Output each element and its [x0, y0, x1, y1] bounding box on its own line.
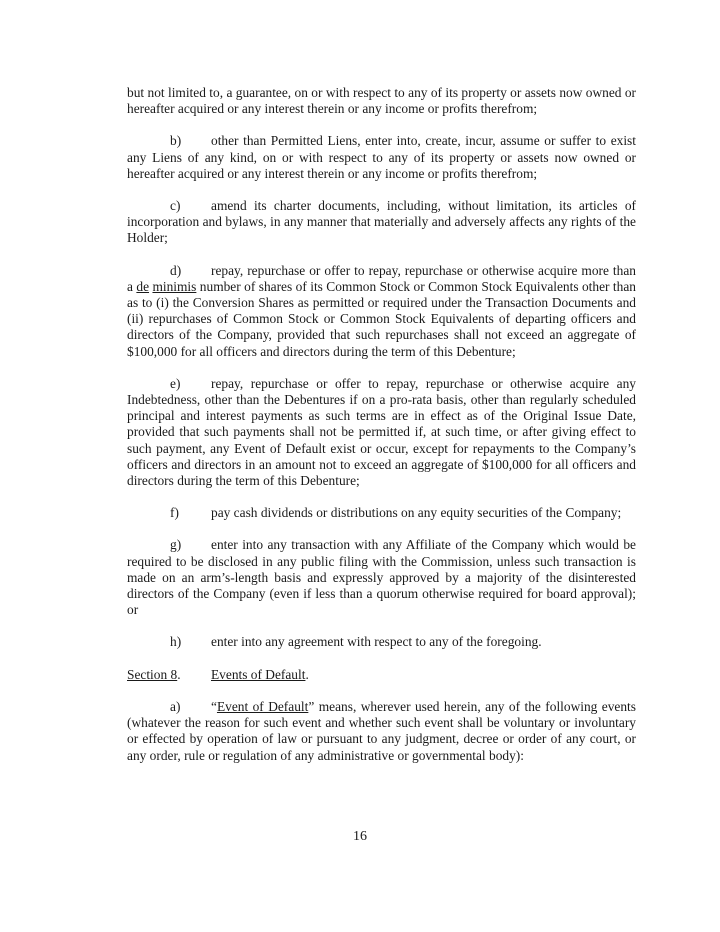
- clause-text: repay, repurchase or offer to repay, repurchase or otherwise acquire any Indebtedness, other than the Debentures if on a pro-rata basis, other than regularly scheduled principal and interest payments as such terms are in effect as of the Original Issue Date, provided that such payments shall not be permitted if, at such time, or after giving effect to such payment, any Event of Default exist or occur, except for repayments to the Company’s officers and directors in an amount not to exceed an aggregate of $100,000 for all officers and directors during the term of this Debenture;: [127, 375, 636, 489]
- clause-f: [127, 505, 636, 521]
- clause-label: e): [170, 375, 181, 391]
- clause-text: number of shares of its Common Stock or Common Stock Equivalents other than as to (i) the Conversion Shares as permitted or required under the Transaction Documents and (ii) repurchases of Common Stock or Common Stock Equivalents of departing officers and directors of the Company, provided that such repurchases shall not exceed an aggregate of $100,000 for all officers and directors during the term of this Debenture;: [127, 278, 636, 359]
- section-number: Section 8: [127, 666, 178, 682]
- clause-text: enter into any agreement with respect to any of the foregoing.: [211, 634, 542, 650]
- section-number-punct: .: [177, 666, 181, 682]
- clause-text: amend its charter documents, including, without limitation, its articles of incorporation and bylaws, in any manner that materially and adversely affects any rights of the Holder;: [127, 198, 636, 246]
- continuation-paragraph: but not limited to, a guarantee, on or with respect to any of its property or assets now owned or hereafter acquired or any interest therein or any income or profits therefrom;: [127, 85, 636, 117]
- underlined-term: minimis: [152, 278, 197, 294]
- clause-label: g): [170, 537, 182, 553]
- clause-g: [127, 537, 636, 618]
- clause-8a: [127, 699, 636, 764]
- underlined-term: de: [136, 278, 150, 294]
- clause-d: [127, 263, 636, 360]
- section-heading: [127, 667, 636, 683]
- clause-label: a): [170, 698, 181, 714]
- clause-text: enter into any transaction with any Affiliate of the Company which would be required to be disclosed in any public filing with the Commission, unless such transaction is made on an arm’s-length basis and expressly approved by a majority of the disinterested directors of the Company (even if less than a quorum otherwise required for board approval); or: [127, 537, 636, 618]
- clause-label: f): [170, 505, 179, 521]
- clause-b: [127, 133, 636, 182]
- document-page: [127, 85, 636, 780]
- clause-c: [127, 198, 636, 247]
- clause-label: b): [170, 133, 182, 149]
- open-quote: “: [211, 698, 217, 714]
- section-title-punct: .: [305, 666, 309, 682]
- clause-h: [127, 634, 636, 650]
- clause-text: pay cash dividends or distributions on any equity securities of the Company;: [211, 505, 622, 521]
- clause-label: d): [170, 262, 182, 278]
- defined-term: Event of Default: [216, 698, 309, 714]
- clause-e: [127, 376, 636, 489]
- clause-label: h): [170, 634, 182, 650]
- section-title: Events of Default: [211, 666, 306, 682]
- clause-text: repay, repurchase or offer to repay, repurchase or otherwise acquire more than a: [127, 262, 636, 294]
- clause-text: other than Permitted Liens, enter into, create, incur, assume or suffer to exist any Liens of any kind, on or with respect to any of its property or assets now owned or hereafter acquired or any interest therein or any income or profits therefrom;: [127, 133, 636, 181]
- clause-label: c): [170, 198, 181, 214]
- clause-text: ” means, wherever used herein, any of the following events (whatever the reason for such event and whether such event shall be voluntary or involuntary or effected by operation of law or pursuant to any judgment, decree or order of any court, or any order, rule or regulation of any administrative or governmental body):: [127, 698, 636, 763]
- page-number: 16: [353, 829, 367, 844]
